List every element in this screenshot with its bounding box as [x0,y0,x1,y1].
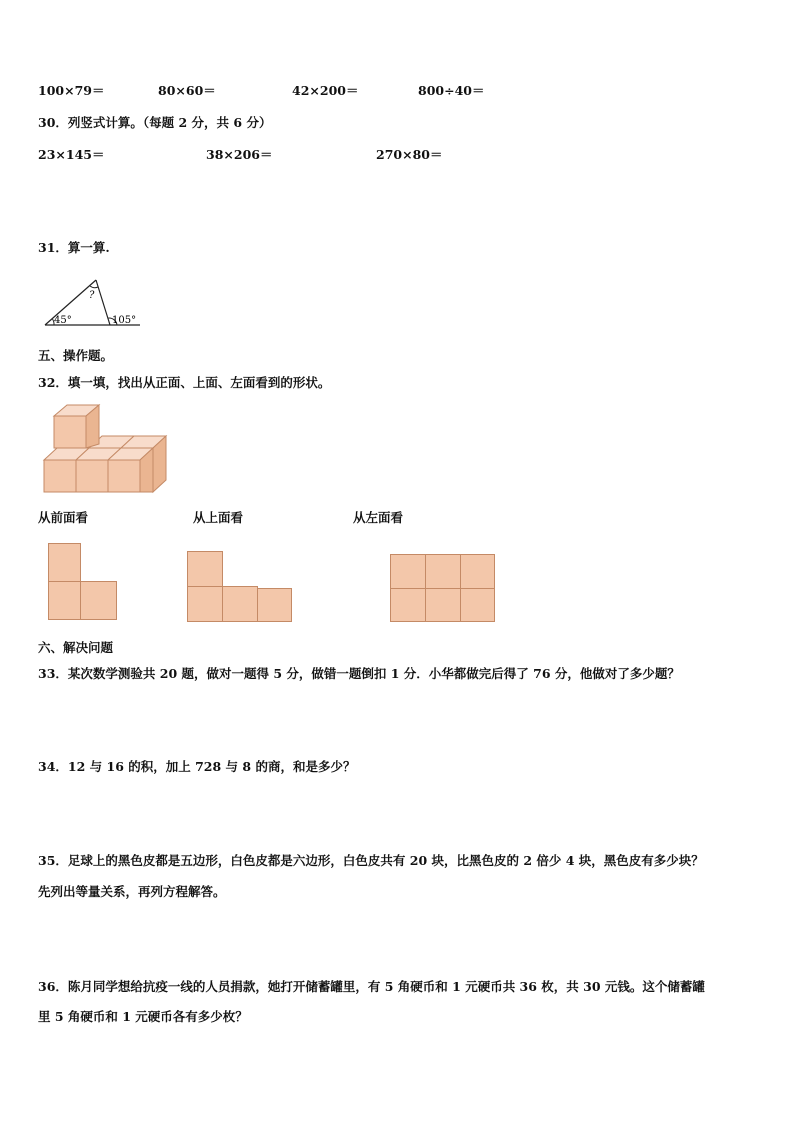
vertical-calc-item: 270×80＝ [376,147,443,162]
top-view-shape [187,551,293,623]
front-view-shape [48,543,118,621]
section-6-heading: 六、解决问题 [38,640,114,655]
left-view-shape [390,554,496,623]
view-label-top: 从上面看 [193,510,244,525]
question-31-title: 31．算一算. [38,240,110,255]
question-36-line-2: 里 5 角硬币和 1 元硬币各有多少枚？ [38,1009,248,1024]
section-5-heading: 五、操作题。 [38,348,114,363]
view-label-left: 从左面看 [353,510,404,525]
calc-item: 42×200＝ [292,83,359,98]
cube-stack-figure [44,404,170,496]
vertical-calc-item: 23×145＝ [38,147,105,162]
angle-label-left: 45° [54,315,72,326]
view-label-front: 从前面看 [38,510,89,525]
question-32-title: 32．填一填，找出从正面、上面、左面看到的形状。 [38,375,331,390]
angle-label-unknown: ? [89,290,95,301]
question-33-text: 33．某次数学测验共 20 题，做对一题得 5 分，做错一题倒扣 1 分．小华都做完后得了 76 分，他做对了多少题？ [38,666,680,681]
angle-label-right: 105° [112,315,137,326]
calc-item: 100×79＝ [38,83,105,98]
question-35-line-2: 先列出等量关系，再列方程解答。 [38,884,226,899]
calc-item: 800÷40＝ [418,83,485,98]
triangle-figure [40,276,150,330]
question-35-line-1: 35．足球上的黑色皮都是五边形，白色皮都是六边形，白色皮共有 20 块，比黑色皮的 2 倍少 4 块，黑色皮有多少块？ [38,853,704,868]
calc-item: 80×60＝ [158,83,216,98]
question-30-title: 30．列竖式计算。（每题 2 分，共 6 分） [38,115,272,130]
question-36-line-1: 36．陈月同学想给抗疫一线的人员捐款，她打开储蓄罐里，有 5 角硬币和 1 元硬币共 36 枚，共 30 元钱。这个储蓄罐 [38,979,705,994]
question-34-text: 34．12 与 16 的积，加上 728 与 8 的商，和是多少？ [38,759,356,774]
vertical-calc-item: 38×206＝ [206,147,273,162]
